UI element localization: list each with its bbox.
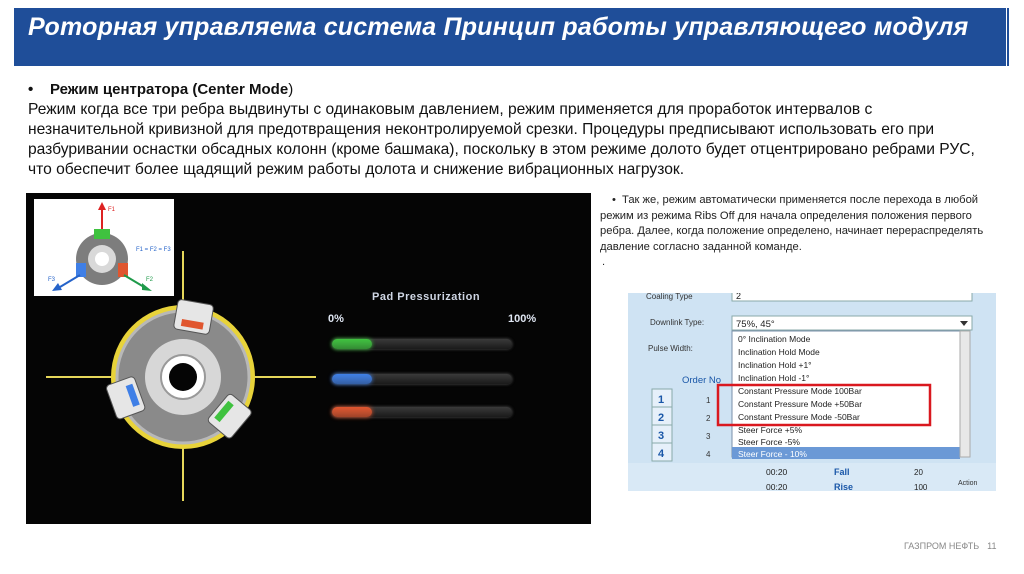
software-screenshot-svg xyxy=(628,293,996,491)
option-3[interactable]: Inclination Hold -1° xyxy=(738,373,810,383)
label-f3: F3 xyxy=(48,277,56,283)
pad-pressurization-diagram xyxy=(26,193,591,524)
order-val-3: 3 xyxy=(706,432,711,441)
pct-max-label: 100% xyxy=(508,313,537,325)
pressure-fill-orange xyxy=(332,407,372,417)
row-2: 2 xyxy=(658,412,665,424)
option-0[interactable]: 0° Inclination Mode xyxy=(738,334,811,344)
note-text: Так же, режим автоматически применяется после перехода в любой режим из режима Ribs Off для начала определения положения первого ребра. Далее, когда положение определено, начинает перераспределять давление согласно заданной команде. xyxy=(600,194,984,253)
label-f2: F2 xyxy=(146,277,154,283)
pad-red xyxy=(173,299,214,335)
time-1: 00:20 xyxy=(766,467,788,477)
heading-close: ) xyxy=(288,81,294,98)
option-1[interactable]: Inclination Hold Mode xyxy=(738,347,820,357)
fall-label: Fall xyxy=(834,467,850,477)
title-bar xyxy=(14,8,1006,66)
option-2[interactable]: Inclination Hold +1° xyxy=(738,360,812,370)
action-label: Action xyxy=(958,480,978,487)
downlink-label: Downlink Type: xyxy=(650,318,705,327)
option-8[interactable]: Steer Force -5% xyxy=(738,437,800,447)
dropdown-scrollbar[interactable] xyxy=(960,331,970,457)
time-2: 00:20 xyxy=(766,482,788,491)
pressure-bar-blue xyxy=(332,374,512,384)
heading-text: Режим центратора (Center Mode xyxy=(50,81,289,98)
num-a: 20 xyxy=(914,468,923,477)
section-heading xyxy=(28,80,988,100)
note-bullet: • xyxy=(612,194,616,206)
footer xyxy=(896,541,996,551)
downlink-value: 75%, 45° xyxy=(736,319,775,330)
rise-label: Rise xyxy=(834,482,854,491)
num-b: 100 xyxy=(914,483,928,491)
slide-title: Роторная управляема система Принцип работы управляющего модуля xyxy=(28,13,969,41)
center-mode-section xyxy=(28,80,988,180)
pressure-bar-green xyxy=(332,339,512,349)
coaling-field[interactable] xyxy=(732,293,972,301)
tool-cross-section xyxy=(26,193,591,524)
label-equation: F1 = F2 = F3 xyxy=(136,247,171,253)
pct-min-label: 0% xyxy=(328,313,344,325)
row-number-column xyxy=(652,389,672,461)
page-number: 11 xyxy=(987,541,997,551)
option-9[interactable]: Steer Force - 10% xyxy=(738,449,807,459)
option-4[interactable]: Constant Pressure Mode 100Bar xyxy=(738,386,862,396)
pad-pressurization-title: Pad Pressurization xyxy=(372,291,481,303)
auto-mode-note xyxy=(600,193,996,271)
tool-bore-inner xyxy=(169,363,197,391)
pressure-fill-green xyxy=(332,339,372,349)
coaling-label: Coaling Type xyxy=(646,293,693,301)
row-3: 3 xyxy=(658,430,665,442)
order-val-1: 1 xyxy=(706,396,711,405)
coaling-value: 2 xyxy=(736,293,742,301)
row-4: 4 xyxy=(658,448,665,460)
pulse-width-label: Pulse Width: xyxy=(648,344,693,353)
row-1: 1 xyxy=(658,394,665,406)
heading-bullet: • xyxy=(28,81,34,98)
order-val-4: 4 xyxy=(706,450,711,459)
section-body: Режим когда все три ребра выдвинуты с одинаковым давлением, режим применяется для проработок интервалов с незначительной кривизной для предотвращения неконтролируемой срезки. Процедуры предписывают использовать его при разбуривании оснастки обсадных колонн (кроме башмака), поскольку в этом режиме долото будет отцентрировано ребрами РУС, что обеспечит более щадящий режим работы долота и снижение вибрационных нагрузок. xyxy=(28,101,975,178)
order-no-header: Order No xyxy=(682,375,722,386)
option-6[interactable]: Constant Pressure Mode -50Bar xyxy=(738,412,860,422)
title-accent-line xyxy=(1007,8,1009,66)
option-5[interactable]: Constant Pressure Mode +50Bar xyxy=(738,399,863,409)
order-val-2: 2 xyxy=(706,414,711,423)
software-screenshot xyxy=(628,293,996,491)
option-7[interactable]: Steer Force +5% xyxy=(738,425,803,435)
lower-grid xyxy=(628,463,996,491)
pressure-bar-orange xyxy=(332,407,512,417)
label-f1: F1 xyxy=(108,207,116,213)
footer-brand: ГАЗПРОМ НЕФТЬ xyxy=(904,541,980,551)
note-dot: . xyxy=(602,256,606,269)
pressure-fill-blue xyxy=(332,374,372,384)
